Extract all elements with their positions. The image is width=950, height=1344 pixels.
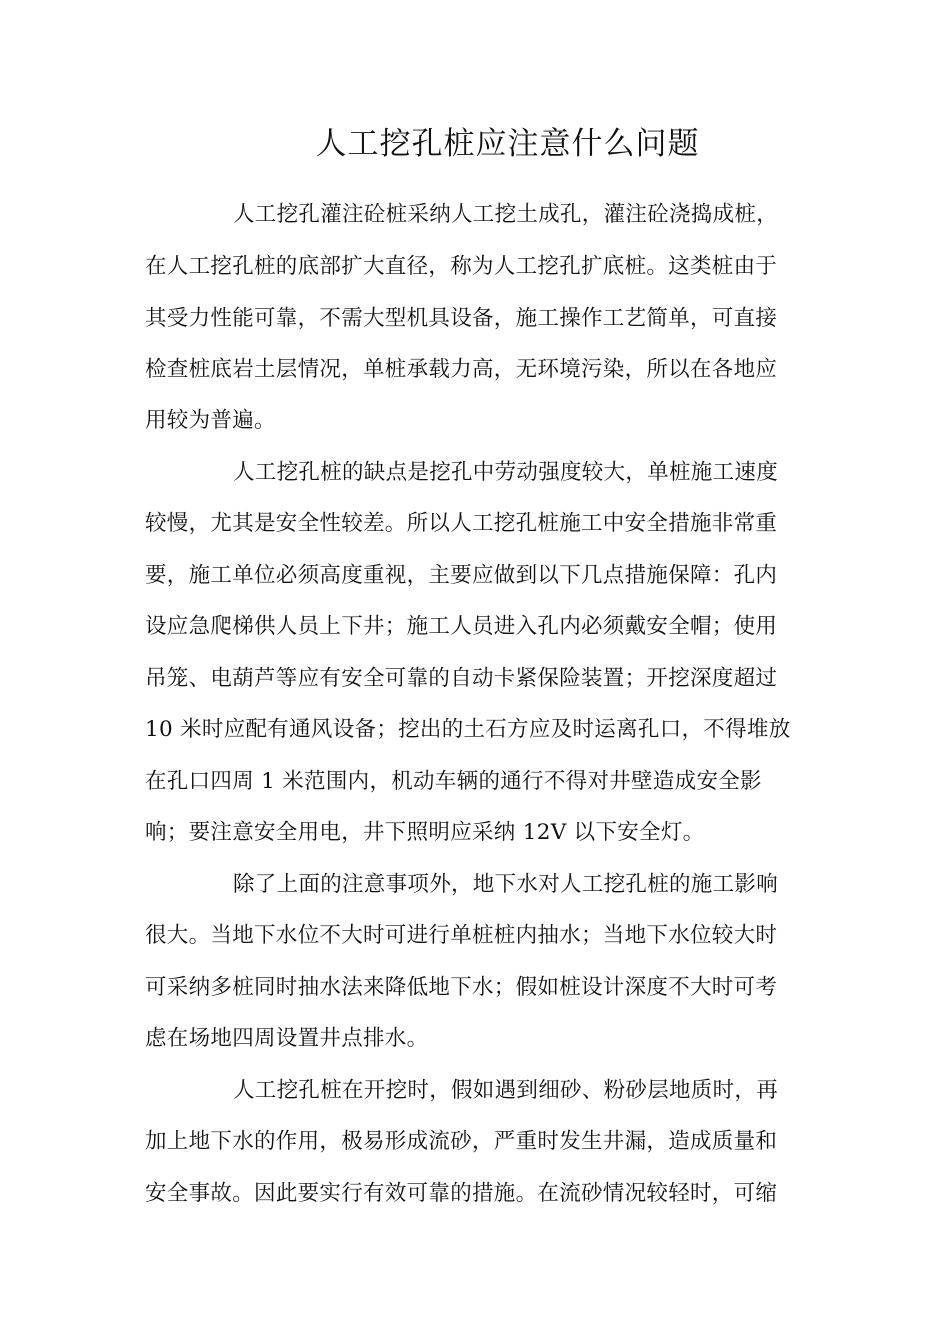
paragraph-1-line-3: 其受力性能可靠，不需大型机具设备，施工操作工艺简单，可直接 — [145, 306, 778, 331]
paragraph-1-line-1: 人工挖孔灌注砼桩采纳人工挖土成孔，灌注砼浇捣成桩， — [233, 202, 779, 227]
paragraph-3-line-3: 可采纳多桩同时抽水法来降低地下水；假如桩设计深度不大时可考 — [145, 975, 778, 1000]
paragraph-3-line-2: 很大。当地下水位不大时可进行单桩桩内抽水；当地下水位较大时 — [145, 923, 778, 948]
paragraph-2-line-3: 要，施工单位必须高度重视，主要应做到以下几点措施保障：孔内 — [145, 563, 778, 588]
paragraph-2-line-5: 吊笼、电葫芦等应有安全可靠的自动卡紧保险装置；开挖深度超过 — [145, 666, 778, 691]
paragraph-2-line-1: 人工挖孔桩的缺点是挖孔中劳动强度较大，单桩施工速度 — [233, 460, 779, 485]
paragraph-4-line-3: 安全事故。因此要实行有效可靠的措施。在流砂情况较轻时，可缩 — [145, 1181, 778, 1206]
paragraph-2-line-2: 较慢，尤其是安全性较差。所以人工挖孔桩施工中安全措施非常重 — [145, 511, 778, 536]
paragraph-2-line-8: 响；要注意安全用电，井下照明应采纳 12V 以下安全灯。 — [145, 820, 705, 845]
paragraph-2-line-7: 在孔口四周 1 米范围内，机动车辆的通行不得对井壁造成安全影 — [145, 769, 762, 794]
paragraph-1-line-5: 用较为普遍。 — [145, 408, 276, 433]
document-title: 人工挖孔桩应注意什么问题 — [315, 126, 700, 162]
paragraph-1-line-4: 检查桩底岩土层情况，单桩承载力高，无环境污染，所以在各地应 — [145, 357, 778, 382]
paragraph-2-line-6: 10 米时应配有通风设备；挖出的土石方应及时运离孔口，不得堆放 — [145, 717, 791, 742]
paragraph-3-line-1: 除了上面的注意事项外，地下水对人工挖孔桩的施工影响 — [233, 872, 779, 897]
paragraph-3-line-4: 虑在场地四周设置井点排水。 — [145, 1026, 429, 1051]
paragraph-2-line-4: 设应急爬梯供人员上下井；施工人员进入孔内必须戴安全帽；使用 — [145, 614, 778, 639]
paragraph-1-line-2: 在人工挖孔桩的底部扩大直径，称为人工挖孔扩底桩。这类桩由于 — [145, 254, 778, 279]
paragraph-4-line-1: 人工挖孔桩在开挖时，假如遇到细砂、粉砂层地质时，再 — [233, 1078, 779, 1103]
paragraph-4-line-2: 加上地下水的作用，极易形成流砂，严重时发生井漏，造成质量和 — [145, 1129, 778, 1154]
